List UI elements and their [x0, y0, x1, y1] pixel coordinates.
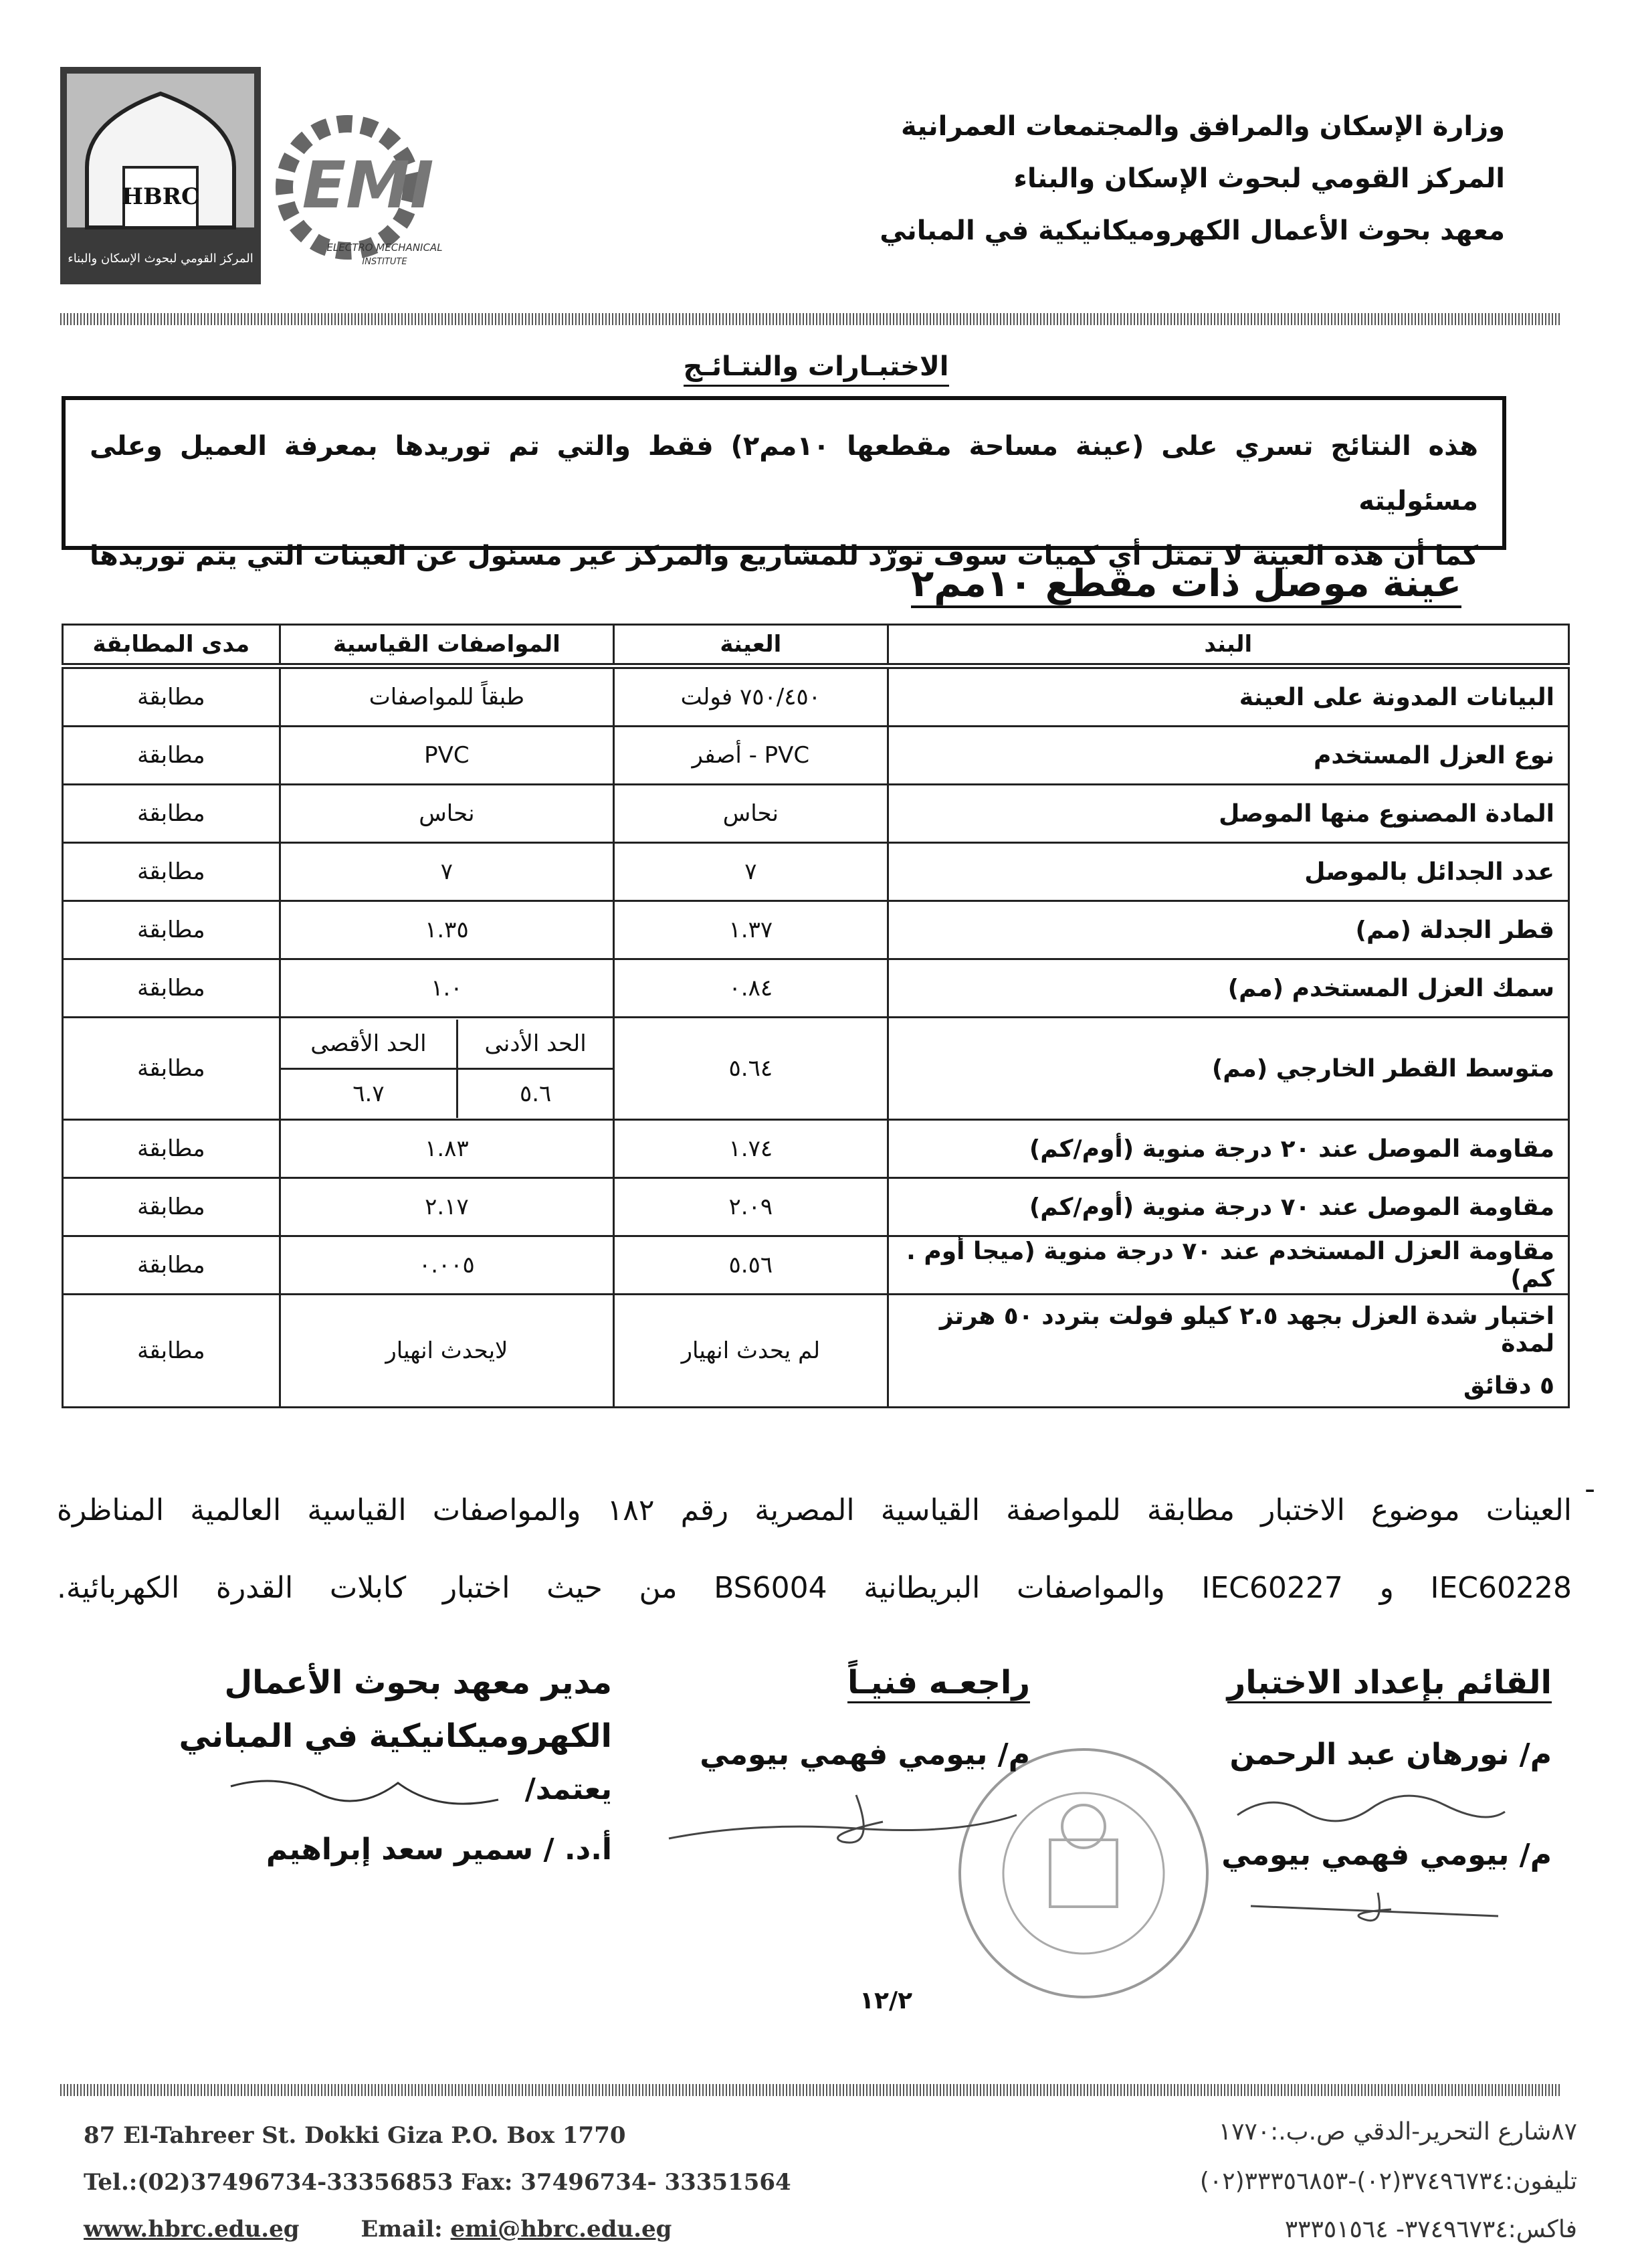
row-conformity: مطابقة [63, 727, 280, 785]
header-divider [60, 313, 1562, 325]
row-conformity: مطابقة [63, 785, 280, 843]
sample-title: عينة موصل ذات مقطع ١٠مم٢ [911, 562, 1461, 605]
min-value: ٥.٦ [519, 1080, 552, 1107]
row-conformity: مطابقة [63, 1120, 280, 1178]
row-spec: نحاس [280, 785, 613, 843]
email-link[interactable]: emi@hbrc.edu.eg [450, 2216, 672, 2243]
row-spec-range [280, 1018, 613, 1120]
row-sample: ٠.٨٤ [614, 959, 888, 1018]
row-spec: ٧ [280, 843, 613, 901]
header-spec: المواصفات القياسية [280, 625, 613, 666]
hbrc-logo-text: HBRC [121, 183, 200, 210]
footer-phone-ar: تليفون:٣٧٤٩٦٧٣٤(٠٢)-٣٣٣٥٦٨٥٣(٠٢) [1199, 2168, 1577, 2195]
row-conformity: مطابقة [63, 666, 280, 727]
row-item-line-1: اختبار شدة العزل بجهد ٢.٥ كيلو فولت بتردد ٥٠ هرتز لمدة [939, 1302, 1554, 1357]
notice-line-1: هذه النتائج تسري على (عينة مساحة مقطعها ١٠مم٢) فقط والتي تم توريدها بمعرفة العميل وعلى مسئوليته [90, 431, 1478, 516]
row-spec: طبقاً للمواصفات [280, 666, 613, 727]
reviewed-title: راجعـه فنيـاً [847, 1664, 1030, 1703]
prepared-name-2: م/ بيومي فهمي بيومي [1221, 1838, 1552, 1872]
footnote-line-1: العينات موضوع الاختبار مطابقة للمواصفة القياسية المصرية رقم ١٨٢ والمواصفات القياسية العالمية المناظرة [57, 1493, 1572, 1527]
row-conformity: مطابقة [63, 959, 280, 1018]
row-spec: ١.٨٣ [280, 1120, 613, 1178]
footer-address-ar: ٨٧شارع التحرير-الدقي ص.ب.:١٧٧٠ [1218, 2118, 1577, 2146]
signature-prepared [1177, 1656, 1552, 1933]
header-conformity: مدى المطابقة [63, 625, 280, 666]
director-title-2: الكهروميكانيكية في المباني [179, 1717, 612, 1755]
row-spec: ١.٠ [280, 959, 613, 1018]
signature-scribble [1231, 1788, 1512, 1828]
table-row [63, 785, 1569, 843]
row-spec: PVC [280, 727, 613, 785]
row-item: قطر الجدلة (مم) [888, 901, 1568, 959]
notice-line-2: كما أن هذه العينة لا تمثل أي كميات سوف تورّد للمشاريع والمركز غير مسئول عن العينات التي يتم توريدها [90, 541, 1478, 571]
table-row [63, 901, 1569, 959]
prepared-title: القائم بإعداد الاختبار [1227, 1664, 1552, 1703]
table-row [63, 727, 1569, 785]
row-spec: ٢.١٧ [280, 1178, 613, 1236]
footer-fax-ar: فاكس:٣٧٤٩٦٧٣٤- ٣٣٣٥١٥٦٤ [1284, 2216, 1577, 2243]
signature-scribble [655, 1782, 1030, 1855]
table-row [63, 959, 1569, 1018]
hbrc-logo [60, 67, 261, 284]
row-conformity: مطابقة [63, 1018, 280, 1120]
row-sample: ٢.٠٩ [614, 1178, 888, 1236]
emi-caption-1: ELECTRO MECHANICAL [326, 242, 443, 254]
row-item-line-2: ٥ دقائق [1463, 1372, 1554, 1400]
table-row [63, 1236, 1569, 1295]
footer-address-en: 87 El-Tahreer St. Dokki Giza P.O. Box 1770 [84, 2122, 626, 2149]
row-item: نوع العزل المستخدم [888, 727, 1568, 785]
signature-reviewed [629, 1656, 1030, 1855]
center-name: المركز القومي لبحوث الإسكان والبناء [1013, 163, 1505, 194]
footnote-line-2: IEC60228 و IEC60227 والمواصفات البريطانية BS6004 من حيث اختبار كابلات القدرة الكهربائية. [57, 1571, 1572, 1605]
results-table [62, 624, 1570, 1408]
row-spec: ٠.٠٠٥ [280, 1236, 613, 1295]
row-item: البيانات المدونة على العينة [888, 666, 1568, 727]
table-row [63, 843, 1569, 901]
row-conformity: مطابقة [63, 843, 280, 901]
row-sample: لم يحدث انهيار [614, 1295, 888, 1408]
reviewed-name: م/ بيومي فهمي بيومي [700, 1737, 1030, 1772]
row-item: سمك العزل المستخدم (مم) [888, 959, 1568, 1018]
footnote [57, 1472, 1572, 1627]
footer-phone-en: Tel.:(02)37496734-33356853 Fax: 37496734- 33351564 [84, 2169, 791, 2196]
row-conformity: مطابقة [63, 1295, 280, 1408]
row-item: متوسط القطر الخارجي (مم) [888, 1018, 1568, 1120]
signature-scribble [224, 1766, 505, 1813]
row-conformity: مطابقة [63, 1178, 280, 1236]
footnote-dash: - [1585, 1472, 1595, 1506]
row-sample: ٧ [614, 843, 888, 901]
email-label: Email: [361, 2216, 443, 2243]
row-sample: ١.٧٤ [614, 1120, 888, 1178]
director-title-1: مدير معهد بحوث الأعمال [224, 1664, 612, 1701]
institute-name: معهد بحوث الأعمال الكهروميكانيكية في المباني [880, 215, 1505, 246]
row-sample: نحاس [614, 785, 888, 843]
notice-box [62, 396, 1506, 571]
footer-divider [60, 2084, 1562, 2096]
max-label: الحد الأقصى [281, 1020, 457, 1069]
row-item: عدد الجدائل بالموصل [888, 843, 1568, 901]
section-title: الاختبـارات والنتـائـج [0, 351, 1632, 382]
header-sample: العينة [614, 625, 888, 666]
prepared-name-1: م/ نورهان عبد الرحمن [1229, 1737, 1552, 1772]
row-spec: ١.٣٥ [280, 901, 613, 959]
max-value: ٦.٧ [281, 1068, 457, 1118]
row-item: مقاومة الموصل عند ٧٠ درجة منوية (أوم/كم) [888, 1178, 1568, 1236]
ministry-name: وزارة الإسكان والمرافق والمجتمعات العمرانية [901, 111, 1505, 142]
table-row-dielectric [63, 1295, 1569, 1408]
emi-logo [268, 100, 455, 281]
row-sample: ٧٥٠/٤٥٠ فولت [614, 666, 888, 727]
table-row-outer-diameter [63, 1018, 1569, 1120]
emi-caption-2: INSTITUTE [362, 257, 407, 267]
emi-logo-text: EMI [302, 148, 434, 223]
row-item: المادة المصنوع منها الموصل [888, 785, 1568, 843]
table-row [63, 1178, 1569, 1236]
page-number: ١٢/٢ [859, 1987, 913, 2014]
website-link[interactable]: www.hbrc.edu.eg [84, 2216, 300, 2243]
row-sample: ٥.٥٦ [614, 1236, 888, 1295]
row-conformity: مطابقة [63, 901, 280, 959]
hbrc-logo-caption: المركز القومي لبحوث الإسكان والبناء [68, 252, 253, 266]
table-row [63, 1120, 1569, 1178]
table-header-row [63, 625, 1569, 666]
min-label: الحد الأدنى [457, 1020, 613, 1069]
row-sample: PVC - أصفر [614, 727, 888, 785]
director-name: أ.د. / سمير سعد إبراهيم [266, 1832, 612, 1867]
row-sample: ٥.٦٤ [614, 1018, 888, 1120]
row-spec: لايحدث انهيار [280, 1295, 613, 1408]
row-item [888, 1295, 1568, 1408]
footer-contact [84, 2216, 672, 2243]
row-sample: ١.٣٧ [614, 901, 888, 959]
header-item: البند [888, 625, 1568, 666]
signature-scribble [1244, 1886, 1525, 1933]
row-item: مقاومة الموصل عند ٢٠ درجة منوية (أوم/كم) [888, 1120, 1568, 1178]
signature-director [144, 1656, 612, 1877]
table-row [63, 666, 1569, 727]
approve-label: يعتمد/ [524, 1772, 612, 1806]
header-org-block [635, 100, 1505, 257]
row-conformity: مطابقة [63, 1236, 280, 1295]
row-item: مقاومة العزل المستخدم عند ٧٠ درجة منوية (ميجا أوم . كم) [888, 1236, 1568, 1295]
